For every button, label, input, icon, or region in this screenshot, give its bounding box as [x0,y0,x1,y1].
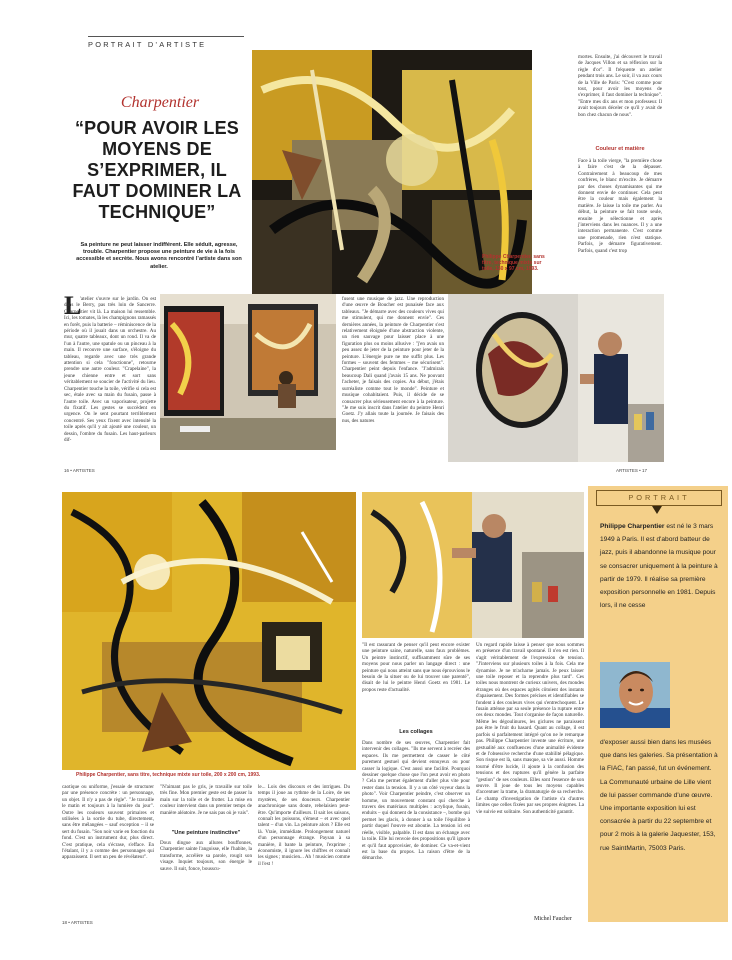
subhead-couleur: Couleur et matière [595,146,645,152]
drop-cap: L [64,291,82,320]
sidebar-intro [600,520,718,612]
photo-art-2 [448,294,664,462]
portrait-label: PORTRAIT [628,493,690,502]
caption-main-top: Philippe Charpentier, sans titre, technique mixte sur toile, 130 x 97 cm, 1993. [482,254,545,273]
kicker [88,36,244,49]
subhead-collages: Les collages [399,729,433,735]
folio-left-top: 16 • ARTISTES [64,468,95,473]
column-4b-bottom: Dans nombre de ses œuvres, Charpentier fait intervenir des collages. "Ils me servent à recréer des espaces. Ils me permettent de casser le côté purement gestuel qui devient ennuyeux ou pour casser la logique. C'est aussi une facilité. Pourquoi dessiner quelque chose que l'on peut avoir en photo ? Cela me permet également d'aller plus vite pour rester dans la tension. Il y a un côté voyeur dans la photo". Voir Charpentier peindre, c'est observer un homme, un mouvement constant qui cherche à travers des matériaux multiples : acrylique, fusain, enduits – qui donnent de la consistance –, bombe qui permet les glacis, à donner à sa toile l'équilibre à partir duquel l'œuvre est aboutie. La tension ici est réelle, visible, palpable. Il est dans un échange avec la toile. Elle lui renvoie des propositions qu'il ignore et qu'il faut approvisier, de dominer. Ce va-et-vient est la base du propos. La raison d'être de la démarche. [362,740,472,862]
triangle-marker-icon [652,506,662,514]
photo-atelier-2 [448,294,664,462]
column-3-bottom: le... Lois des discours et des intrigues. Du temps il joue au rythme de la Loire, de ses mystères, de ses douceurs. Charpentier anachronique sans doute, rebelaisien peut-être. Qu'importe d'ailleurs. Il sait les saisons, connaît les poissons, s'émeut – et avec quel talent – d'un vin. La peinture alors ? Elle est là. Vraie, immédiate. Prolongement naturel d'un personnage étrange. Paysan à sa manière, il bante la peinture, l'exprime ; économiste, il ignore les chiffres et connaît les signes ; musicien... Ah ! musicien comme il l'est ! [258,784,352,867]
portrait-sidebar [588,486,728,922]
photo-atelier-1 [160,294,336,450]
column-2-bottom: "N'aimant pas le gris, je travaille sur toile très fine. Mon premier geste est de passer la main sur la toile et de frotter. La mise en couleur intervient dans un premier temps de manière aléatoire. Je ne sais pas où je vais". [160,784,254,816]
subhead-instinctive: "Une peinture instinctive" [171,830,241,836]
column-right-bottom: Face à la toile vierge, "la première chose à faire c'est de la dépasser. Contrairement à beaucoup de mes confrères, le blanc m'excite. Je démarre par des choses dynamisantes qui me donnent envie de continuer. Cela peut être la couleur mais également la matière. Je laisse la toile me parler. Au début, la peinture se fait toute seule, ensuite je sélectionne et après j'interviens dans les nuances. Il y a une interaction permanente. C'est comme une promenade, rien n'est statique. Parfois, je démarre figurativement. Parfois, quand c'est trop [578,158,664,254]
column-2b-bottom: Doux dingue aux allures bouffonnes, Charpentier sainte l'angoisse, elle l'habite, la transforme, accélère sa parole, rougit son visage. Inquiet toujours, son énergie le sauve. Il suit, fonce, bousscu- [160,840,254,872]
standfirst: Sa peinture ne peut laisser indifférent. Elle séduit, agresse, trouble. Charpentier propose une peinture de vie à la fois accessible et secrète. Nous avons rencontré l’artiste dans son atelier. [76,242,242,270]
column-right-top: mortes. Ensuite, j'ai découvert le travail de Jacques Villon et sa réflexion sur la règle d'or". Il fréquente un atelier pendant trois ans. Le soir, il va aux cours de la Ville de Paris: "C'est comme pour tout, pour avoir les moyens de s'exprimer, il faut dominer la technique". "Entre mes dix ans et mon professeur. Il avait toujours déceler ce qu'il y avait de bon chez chacun de nous". [578,54,664,118]
byline: Charpentier [120,94,200,111]
headline: “POUR AVOIR LES MOYENS DE S’EXPRIMER, IL FAUT DOMINER LA TECHNIQUE” [72,118,242,222]
folio-left-bottom: 18 • ARTISTES [62,920,93,925]
column-1-top: 'atelier s'ouvre sur le jardin. On est dans le Berry, pas très loin de Sancerre. Charpentier vit là. La maison lui ressemble. Ici, les tomates, là les champignons ramassés en forêt, puis la batterie – réminiscence de la période où il jouait dans un orchestre. Au mur, quatre tableaux, dont un rond. Il va de l'un à l'autre, une spatule ou un pinceau à la main. Il recouvre une surface, s'éloigne du tableau, regarde avec une très grande attention si cela "fonctionne", retourne prendre une autre couleur. "Crapelaine", la jeune chienne entre et sort sans véritablement se soucier de l'activité du lieu. Charpentier touche la toile, vérifie si cela est sec, étale avec sa main du fusain, passe à l'autre toile. Avec un vaporisateur, projette du fixatif. Les gestes se succèdent en urgence. On le sent pourtant terriblement concentré. Ses yeux fixent avec intensité la toile après qu'il y ait ajouté une couleur, un dessin, l'ombre du fusain. Les haut-parleurs dif- [64,296,158,443]
portrait-label-box [596,490,722,506]
caption-main-bottom: Philippe Charpentier, sans titre, technique mixte sur toile, 200 x 200 cm, 1993. [76,772,261,778]
kicker-text: PORTRAIT D'ARTISTE [88,40,207,49]
photo-art [160,294,336,450]
painting-art-2 [62,492,356,770]
photo-art-3 [362,492,584,638]
column-2-top: fusent une musique de jazz. Une reproduction d'une œuvre de Boucher est punaisée face aux tableaux. "Je démarre avec des couleurs vives qui me stimulent, qui me donnent envie". Ces dernières années, la peinture de Charpentier s'est relativement éloignée d'une abstraction violente, un rien sauvage pour laisser place à une figuration plus ou moins allusive : "j'en avais un peu assez de jeter de la peinture pour jeter de la peinture. L'énergie pure ne me suffit plus. Les formes – souvent des femmes – me sécurisent". Charpentier peint depuis l'enfance. "J'admirais beaucoup Dali quand j'avais 15 ans. Ne pouvant l'acheter, je faisais des copies. Au début, j'étais surréaliste comme tout le monde". Peinture et musique cohabitaient. Puis, il décide de se consacrer plus sérieusement encore à la peinture. "Je me suis inscrit dans l'atelier du peintre Henri Goetz. J'y allais toute la journée. Je faisais des nus, des natures [342,296,446,424]
sidebar-name: Philippe Charpentier [600,523,665,530]
photo-painter-bottom [362,492,584,638]
signature: Michel Faucher [534,916,572,922]
folio-right-top: ARTISTES • 17 [616,468,648,473]
top-spread [60,22,732,482]
portrait-art [600,662,670,728]
column-5-bottom: Un regard rapide laisse à penser que nous sommes en présence d'un travail spontané. Il n'en est rien. Il s'agit véritablement de l'expression de tension. "J'interviens sur plusieurs toiles à la fois. Cela me dynamise. Je ne m'acharne jamais. Je peux laisser une toile reposer et la reprendre plus tard". Ces toiles nous montrent de curieux univers, des mondes étranges où des espaces agités côtoient des instants d'apaisement. Des formes précises et identifiables se fondent à des couleurs vives qui s'entrechoquent. Le fusain atténue par sa seule présence la rupture entre ces deux mondes. Tout s'organise de façon naturelle. Même les dégoulinures, les giclures ne paraissent pas être le fruit du hasard. Quant au collage, il est parfois si parfaitement intégré qu'on ne le remarque pas. Philippe Charpentier invente une écriture, une gestualité aux confluences d'une animalité évidente et de l'obsessive recherche d'une stabilité pélagique. Son risque est là, sans masque, sa vie aussi. Homme tourné d'être lucide, il ajoute à la confusion des tensions et des ruptures qu'il génère la parfaite "gestion" de ses couleurs. Elles sont l'essence de son œuvre. Il joue de tous les moyens capables d'accentuer la trame, la dramaturgie de sa recherche. Le champ d'investigation de l'artiste s'a d'autres limites que celles fixées par ses propres énigmes. La vie suivie est solitaire. Son authenticité garantit. [476,642,586,815]
sidebar-intro-rest: est né le 3 mars 1949 à Paris. Il est d'abord batteur de jazz, puis il abandonne la musique pour se consacrer uniquement à la peinture à partir de 1979. Il réalise sa première exposition personnelle en 1981. Depuis lors, il ne cesse [600,523,720,610]
painting-main-bottom [62,492,356,770]
column-4-bottom: "Il est rassurant de penser qu'il peut encore exister une peinture saine, naturelle, sans faux problèmes. Un peintre instinctif, suffisamment sûre de ses moyens pour nous parler un langage direct : une peinture qui nous atteint sans que nous éprouvions le besoin de la situer ou de lui trouver une parenté", disait de lui le peintre Henri Goetz en 1981. Le propos reste d'actualité. [362,642,472,693]
bottom-spread [0,484,732,960]
sidebar-text-2: d'exposer aussi bien dans les musées que dans les galeries. Sa présentation à la FIAC, l'an passé, fut un événement. La Communauté urbaine de Lille vient de lui passer commande d'une œuvre. Une importante exposition lui est consacrée à partir du 22 septembre et pour 2 mois à la galerie Jaquester, 153, rue SaintMartin, 75003 Paris. [600,739,720,852]
column-1-bottom: caotique ou uniforme, j'essaie de structurer par une présence concrète : un personnage, un objet. Il n'y a pas de règle". "Je travaille le matin et toujours à la lumière du jour". Outre les couleurs souvent primaires et utilisées à la sortie du tube, directement, sans être mélangées – sauf exception – il se sert du fusain. "Son noir varie en fonction du fond. C'est un instrument dur, plus direct. C'est pratique, cela s'écrase, s'efface. En l'étalant, il y a comme des personnages qui apparaissent. Il sert un peu de révélateur". [62,784,156,861]
portrait-photo [600,662,670,728]
